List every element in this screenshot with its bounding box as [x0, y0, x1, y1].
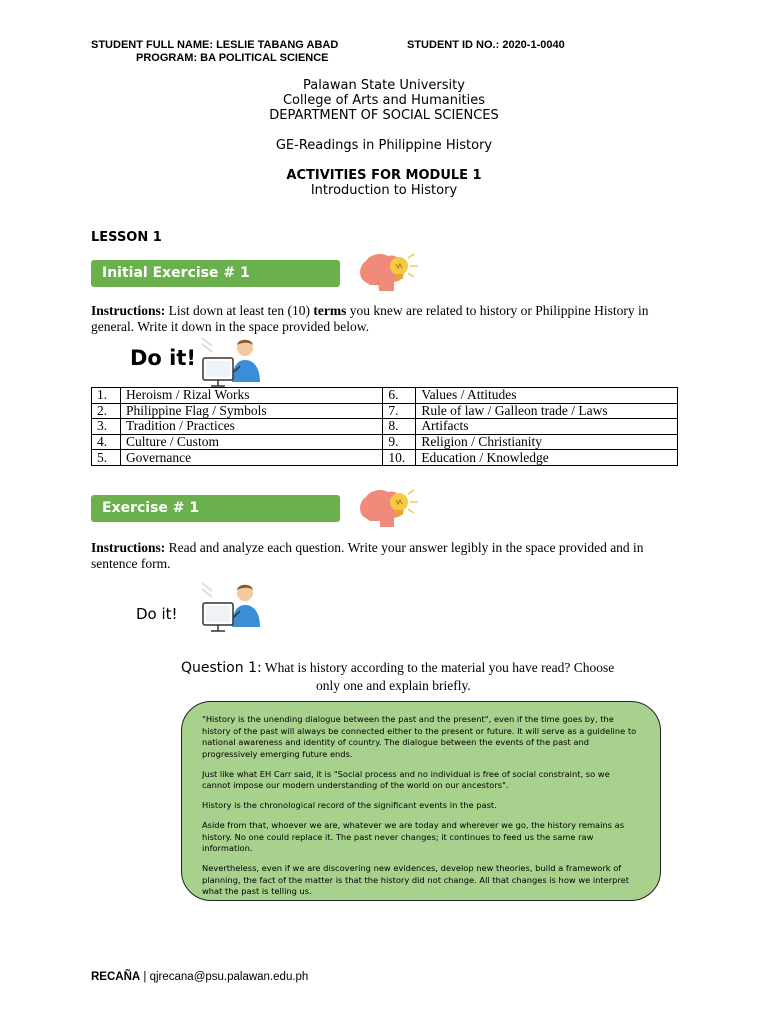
student-computer-icon — [198, 581, 264, 639]
answer-paragraph: Nevertheless, even if we are discovering new evidences, develop new theories, build a framework of planning, the fact of the matter is that the history did not change. All that changes is how we interpret what the past is telling us. — [202, 863, 630, 896]
table-row — [92, 419, 678, 435]
answer-box — [181, 701, 661, 901]
university-name: Palawan State University — [303, 78, 465, 93]
term-number: 10. — [383, 450, 416, 466]
term-cell: Religion / Christianity — [416, 434, 678, 450]
term-number: 9. — [383, 434, 416, 450]
table-row — [92, 388, 678, 404]
college-name: College of Arts and Humanities — [282, 93, 486, 108]
question-label: Question 1: — [181, 660, 262, 676]
term-number: 7. — [383, 403, 416, 419]
table-row — [92, 434, 678, 450]
table-row — [92, 403, 678, 419]
activity-subtitle: Introduction to History — [310, 183, 458, 198]
do-it-label: Do it! — [130, 346, 196, 370]
term-number: 8. — [383, 419, 416, 435]
student-name: STUDENT FULL NAME: LESLIE TABANG ABAD — [91, 39, 339, 51]
term-number: 6. — [383, 388, 416, 404]
term-cell: Culture / Custom — [120, 434, 382, 450]
term-number: 5. — [92, 450, 121, 466]
department-name: DEPARTMENT OF SOCIAL SCIENCES — [269, 108, 499, 123]
term-number: 2. — [92, 403, 121, 419]
student-computer-icon — [198, 336, 264, 394]
term-number: 4. — [92, 434, 121, 450]
lesson-heading: LESSON 1 — [91, 230, 162, 245]
term-cell: Rule of law / Galleon trade / Laws — [416, 403, 678, 419]
answer-paragraph: "History is the unending dialogue between the past and the present", even if the time goes by, the history of the past will always be connected either to the present or future. It will serve as a guideline to national awareness and identity of country. The dialogue between the events of the past and progressively emerging future ends. — [202, 714, 637, 759]
brain-lightbulb-icon — [358, 251, 420, 297]
brain-lightbulb-icon — [358, 487, 420, 533]
answer-paragraph: Just like what EH Carr said, it is "Social process and no individual is free of social constraint, so we cannot impose our modern understanding of the world on our ancestors". — [202, 768, 610, 790]
term-cell: Artifacts — [416, 419, 678, 435]
terms-table — [91, 387, 678, 466]
term-number: 1. — [92, 388, 121, 404]
term-cell: Values / Attitudes — [416, 388, 678, 404]
term-cell: Tradition / Practices — [120, 419, 382, 435]
footer: RECAÑA | qjrecana@psu.palawan.edu.ph — [91, 971, 309, 983]
question-text-cont: only one and explain briefly. — [316, 678, 471, 693]
activity-title: ACTIVITIES FOR MODULE 1 — [286, 168, 482, 183]
answer-paragraph: History is the chronological record of the significant events in the past. — [202, 800, 497, 810]
footer-name: RECAÑA — [91, 971, 141, 983]
term-cell: Philippine Flag / Symbols — [120, 403, 382, 419]
do-it-label: Do it! — [136, 605, 178, 623]
question-text: What is history according to the material you have read? Choose — [261, 660, 615, 675]
exercise-banner — [91, 495, 340, 522]
initial-exercise-title: Initial Exercise # 1 — [102, 265, 250, 281]
question-1 — [181, 659, 681, 694]
term-number: 3. — [92, 419, 121, 435]
term-cell: Education / Knowledge — [416, 450, 678, 466]
term-cell: Heroism / Rizal Works — [120, 388, 382, 404]
exercise-title: Exercise # 1 — [102, 500, 200, 516]
initial-exercise-instructions: Instructions: List down at least ten (10) terms you knew are related to history or Philippine History in general. Write it down in the space provided below. — [91, 303, 649, 334]
answer-paragraph: Aside from that, whoever we are, whatever we are today and wherever we go, the history remains as history. No one could replace it. The past never changes; it continues to feed us the same raw information. — [202, 820, 625, 853]
course-name: GE-Readings in Philippine History — [275, 138, 493, 153]
term-cell: Governance — [120, 450, 382, 466]
program: PROGRAM: BA POLITICAL SCIENCE — [136, 52, 329, 64]
initial-exercise-banner — [91, 260, 340, 287]
table-row — [92, 450, 678, 466]
footer-email: qjrecana@psu.palawan.edu.ph — [149, 971, 309, 983]
exercise-instructions: Instructions: Read and analyze each question. Write your answer legibly in the space provided and in sentence form. — [91, 540, 644, 571]
student-id: STUDENT ID NO.: 2020-1-0040 — [407, 39, 565, 51]
